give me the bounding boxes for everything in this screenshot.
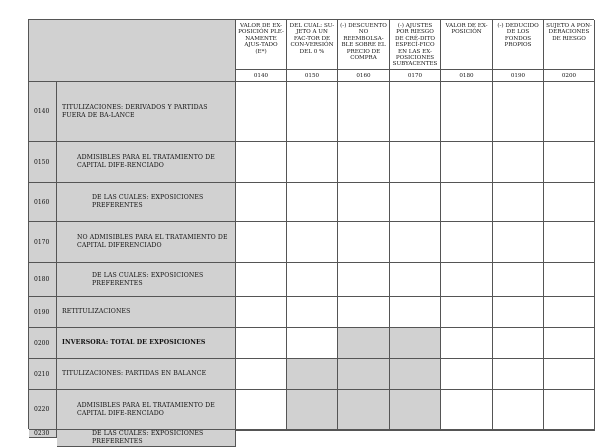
row-label-0180: DE LAS CUALES: EXPOSICIONES PREFERENTES bbox=[57, 263, 236, 297]
data-cell bbox=[390, 297, 441, 328]
data-cell bbox=[287, 263, 338, 297]
column-code-0160: 0160 bbox=[338, 70, 390, 82]
data-cell bbox=[338, 297, 390, 328]
exposure-table bbox=[28, 19, 594, 445]
column-code-0200: 0200 bbox=[544, 70, 595, 82]
data-cell bbox=[493, 183, 544, 222]
column-code-0190: 0190 bbox=[493, 70, 544, 82]
row-label-0140: TITULIZACIONES: DERIVADOS Y PARTIDAS FUERA DE BA-LANCE bbox=[57, 82, 236, 142]
data-cell bbox=[544, 82, 595, 142]
data-cell bbox=[287, 142, 338, 183]
data-cell bbox=[544, 359, 595, 390]
data-cell bbox=[544, 430, 595, 431]
data-cell bbox=[493, 430, 544, 431]
row-label-0230: DE LAS CUALES: EXPOSICIONES PREFERENTES bbox=[57, 430, 236, 447]
column-code-0170: 0170 bbox=[390, 70, 441, 82]
data-cell bbox=[236, 297, 287, 328]
data-cell bbox=[544, 328, 595, 359]
column-header-0150: DEL CUAL: SU-JETO A UN FAC-TOR DE CON-VERSIÓN DEL 0 % bbox=[287, 20, 338, 70]
row-label-0190: RETITULIZACIONES bbox=[57, 297, 236, 328]
column-header-0190: (-) DEDUCIDO DE LOS FONDOS PROPIOS bbox=[493, 20, 544, 70]
column-code-0150: 0150 bbox=[287, 70, 338, 82]
data-cell bbox=[493, 142, 544, 183]
row-code-0190: 0190 bbox=[29, 297, 57, 328]
data-cell bbox=[544, 142, 595, 183]
data-cell bbox=[236, 328, 287, 359]
data-cell bbox=[338, 82, 390, 142]
column-header-0180: VALOR DE EX-POSICIÓN bbox=[441, 20, 493, 70]
data-cell bbox=[493, 263, 544, 297]
data-cell bbox=[441, 222, 493, 263]
column-header-0160: (-) DESCUENTO NO REEMBOLSA-BLE SOBRE EL PRECIO DE COMPRA bbox=[338, 20, 390, 70]
column-header-0200: SUJETO A PON-DERACIONES DE RIESGO bbox=[544, 20, 595, 70]
row-code-0160: 0160 bbox=[29, 183, 57, 222]
data-cell bbox=[287, 82, 338, 142]
header-corner bbox=[29, 20, 236, 82]
data-cell bbox=[441, 297, 493, 328]
data-cell bbox=[441, 328, 493, 359]
row-label-0210: TITULIZACIONES: PARTIDAS EN BALANCE bbox=[57, 359, 236, 390]
data-cell bbox=[338, 142, 390, 183]
row-code-0140: 0140 bbox=[29, 82, 57, 142]
data-cell bbox=[287, 430, 338, 431]
data-cell bbox=[338, 430, 390, 431]
data-cell bbox=[236, 142, 287, 183]
row-label-0200: INVERSORA: TOTAL DE EXPOSICIONES bbox=[57, 328, 236, 359]
data-cell bbox=[236, 390, 287, 430]
data-cell bbox=[441, 183, 493, 222]
data-cell bbox=[236, 430, 287, 431]
data-cell bbox=[390, 222, 441, 263]
column-code-0180: 0180 bbox=[441, 70, 493, 82]
row-label-0150: ADMISIBLES PARA EL TRATAMIENTO DE CAPITAL DIFE-RENCIADO bbox=[57, 142, 236, 183]
row-code-0230: 0230 bbox=[29, 430, 57, 438]
data-cell bbox=[338, 222, 390, 263]
data-cell bbox=[544, 222, 595, 263]
row-code-0180: 0180 bbox=[29, 263, 57, 297]
data-cell bbox=[338, 263, 390, 297]
data-cell bbox=[287, 183, 338, 222]
data-cell bbox=[441, 430, 493, 431]
data-cell bbox=[441, 82, 493, 142]
data-cell bbox=[390, 328, 441, 359]
row-code-0170: 0170 bbox=[29, 222, 57, 263]
data-cell bbox=[287, 222, 338, 263]
data-cell bbox=[338, 359, 390, 390]
row-code-0150: 0150 bbox=[29, 142, 57, 183]
data-cell bbox=[493, 328, 544, 359]
row-label-0160: DE LAS CUALES: EXPOSICIONES PREFERENTES bbox=[57, 183, 236, 222]
data-cell bbox=[390, 183, 441, 222]
data-cell bbox=[493, 222, 544, 263]
data-cell bbox=[236, 359, 287, 390]
data-cell bbox=[287, 390, 338, 430]
row-code-0220: 0220 bbox=[29, 390, 57, 430]
data-cell bbox=[338, 390, 390, 430]
data-cell bbox=[493, 359, 544, 390]
data-cell bbox=[287, 328, 338, 359]
data-cell bbox=[441, 263, 493, 297]
data-cell bbox=[544, 297, 595, 328]
data-cell bbox=[544, 183, 595, 222]
data-cell bbox=[544, 390, 595, 430]
column-header-0140: VALOR DE EX-POSICIÓN PLE-NAMENTE AJUS-TADO (E*) bbox=[236, 20, 287, 70]
data-cell bbox=[390, 142, 441, 183]
data-cell bbox=[338, 183, 390, 222]
data-cell bbox=[390, 390, 441, 430]
column-code-0140: 0140 bbox=[236, 70, 287, 82]
data-cell bbox=[441, 359, 493, 390]
row-code-0200: 0200 bbox=[29, 328, 57, 359]
data-cell bbox=[236, 263, 287, 297]
data-cell bbox=[493, 297, 544, 328]
data-cell bbox=[390, 82, 441, 142]
row-code-0210: 0210 bbox=[29, 359, 57, 390]
data-cell bbox=[390, 263, 441, 297]
row-label-0170: NO ADMISIBLES PARA EL TRATAMIENTO DE CAPITAL DIFERENCIADO bbox=[57, 222, 236, 263]
data-cell bbox=[544, 263, 595, 297]
data-cell bbox=[287, 359, 338, 390]
data-cell bbox=[390, 430, 441, 431]
data-cell bbox=[338, 328, 390, 359]
data-cell bbox=[236, 183, 287, 222]
row-label-0220: ADMISIBLES PARA EL TRATAMIENTO DE CAPITAL DIFE-RENCIADO bbox=[57, 390, 236, 430]
column-header-0170: (-) AJUSTES POR RIESGO DE CRÉ-DITO ESPECÍ-FICO EN LAS EX-POSICIONES SUBYACENTES bbox=[390, 20, 441, 70]
data-cell bbox=[287, 297, 338, 328]
data-cell bbox=[236, 222, 287, 263]
data-cell bbox=[390, 359, 441, 390]
data-cell bbox=[493, 82, 544, 142]
data-cell bbox=[441, 142, 493, 183]
data-cell bbox=[493, 390, 544, 430]
data-cell bbox=[236, 82, 287, 142]
data-cell bbox=[441, 390, 493, 430]
